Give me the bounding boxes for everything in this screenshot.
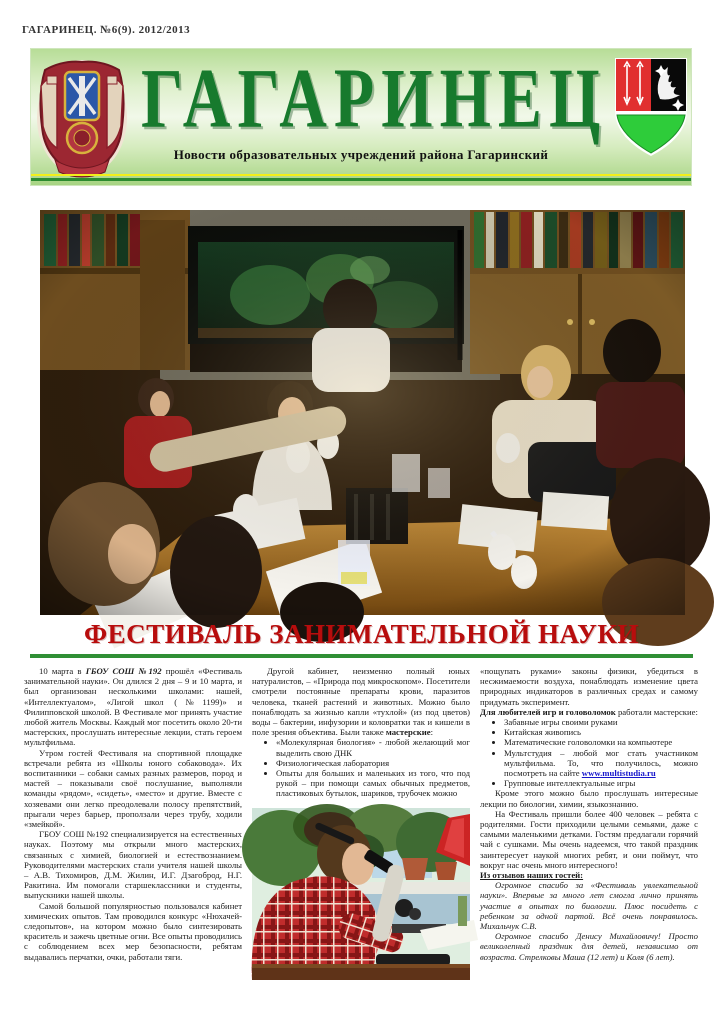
games-list [480, 717, 698, 788]
microscope-photo [252, 808, 470, 980]
list-item: • Опыты для больших и маленьких из того, что под рукой – при помощи самых обычных предметов, пластиковых бутылок, шариков, трубочек можно [276, 768, 470, 799]
masthead-banner [30, 48, 692, 186]
column-3 [480, 666, 698, 980]
newsletter-subtitle: Новости образовательных учреждений района Гагаринский [173, 147, 549, 162]
article-body [24, 666, 708, 980]
list-item: • Китайская живопись [504, 727, 698, 737]
municipality-coat-of-arms-icon [35, 56, 129, 182]
games-heading: Для любителей игр и головоломок работали мастерские: [480, 706, 698, 717]
main-photo-science-festival [32, 210, 685, 615]
issue-line: ГАГАРИНЕЦ. №6(9). 2012/2013 [22, 24, 191, 36]
workshops-list [252, 737, 470, 798]
list-item: • Физиологическая лаборатория [276, 758, 470, 768]
headline-rule [30, 654, 693, 658]
newsletter-title: ГАГАРИНЕЦ [141, 52, 608, 146]
banner-yellow-stripe [31, 174, 691, 176]
paragraph: 10 марта в ГБОУ СОШ №192 прошёл «Фестиваль занимательной науки». Он длился 2 дня – 9 и 10 марта, и был организован несколькими школами: нашей, «Интеллектуалом», «Лигой школ (№1199)» и Филипповской школой. В Фестивале мог принять участие любой житель Москвы. Каждый мог посетить около 20-ти мастерских, прослушать интересные лекции, стать героем мультфильма. [24, 666, 242, 748]
paragraph: Самой большой популярностью пользовался кабинет химических опытов. Там проводился конкурс «Нюхачей-следопытов», на котором можно было синтезировать краситель и зажечь цветные огни. Все опыты проводились с соблюдением всех мер безопасности, ребятам выдавались перчатки, очки, работали тяги. [24, 900, 242, 962]
article-headline: ФЕСТИВАЛЬ ЗАНИМАТЕЛЬНОЙ НАУКИ [83, 619, 639, 649]
review-quote: Огромное спасибо Денису Михайловичу! Просто великолепный праздник для детей, независимо от возраста. Стрелковы Маша (12 лет) и Коля (6 лет). [480, 931, 698, 962]
review-quote: Огромное спасибо за «Фестиваль увлекательной науки». Впервые за много лет смогла лично принять участие в опытах по биологии. Плюс посидеть с ребенком за одной партой. Всё очень понравилось. Михальчук С.В. [480, 880, 698, 932]
column-2 [252, 666, 470, 980]
list-item: • Математические головоломки на компьютере [504, 737, 698, 747]
list-item: • Групповые интеллектуальные игры [504, 778, 698, 788]
paragraph: ГБОУ СОШ №192 специализируется на естественных науках. Поэтому мы открыли много мастерских, связанных с химией, биологией и естествознанием. Руководителями мастерских стали учителя нашей школы – А.В. Тихомиров, Д.М. Жилин, И.Г. Дзагоброд, Н.Г. Ракитина. Им помогали старшеклассники и студенты, выпускники нашей школы. [24, 829, 242, 901]
banner-green-stripe [31, 178, 691, 181]
paragraph: Кроме этого можно было прослушать интересные лекции по биологии, химии, языкознанию. [480, 788, 698, 809]
paragraph: Другой кабинет, неизменно полный юных натуралистов, – «Природа под микроскопом». Посетители смотрели постоянные препараты крови, паразитов человека, тканей растений и животных. Можно было понаблюдать за жизнью капли «тухлой» (из под цветов) воды – бактерии, инфузории и коловратки так и кишели в поле зрения объектива. Были также мастерские: [252, 666, 470, 738]
multistudia-link[interactable]: www.multistudia.ru [581, 768, 656, 779]
gagarinsky-district-shield-icon [614, 57, 688, 157]
paragraph: На Фестиваль пришли более 400 человек – ребята с родителями. Гости приходили целыми семьями, даже с самыми маленькими детками. Гостям предлагали горячий чай с сушками. Мы очень надеемся, что такой праздник заинтересует наукой многих ребят, и они поймут, что вокруг нас очень много интересного! [480, 808, 698, 870]
paragraph: Утром гостей Фестиваля на спортивной площадке встречали ребята из «Школы юного собаковода». Их воспитанники – собаки самых разных размеров, пород и мастей – показывали своё послушание, выполняли команды «рядом», «сидеть», «место» и другие. Вместе с хозяевами они легко преодолевали полосу препятствий, прыгали через барьер, проползали через трубу, ходили «змейкой». [24, 747, 242, 830]
list-item: • Забавные игры своими руками [504, 717, 698, 727]
column-1 [24, 666, 242, 980]
paragraph: «пощупать руками» законы физики, убедиться в несжимаемости воздуха, понаблюдать изменение цвета природных индикаторов в различных средах и самому придумать эксперимент. [480, 666, 698, 707]
list-item: • Мультстудия – любой мог стать участником мультфильма. То, что получилось, можно посмотреть на сайте www.multistudia.ru [504, 748, 698, 779]
reviews-heading: Из отзывов наших гостей: [480, 870, 584, 881]
list-item: • «Молекулярная биология» - любой желающий мог выделить свою ДНК [276, 737, 470, 757]
photo-watermark: © N.Gerba 2013 [32, 492, 41, 554]
